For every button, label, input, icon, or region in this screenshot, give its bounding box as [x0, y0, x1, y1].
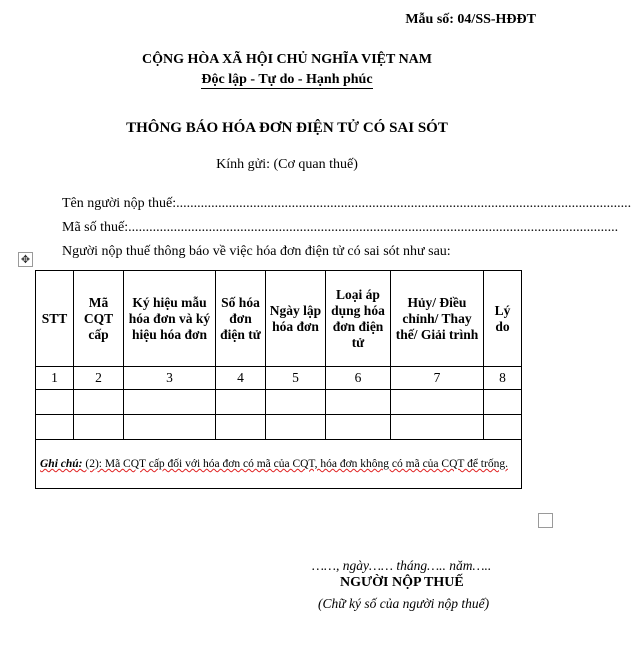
col-num-2: 2 [74, 367, 124, 390]
header-issue-date: Ngày lập hóa đơn [266, 271, 326, 367]
form-code: Mẫu số: 04/SS-HĐĐT [405, 12, 536, 27]
col-num-6: 6 [326, 367, 391, 390]
col-num-8: 8 [484, 367, 522, 390]
national-motto [0, 72, 574, 88]
col-num-1: 1 [36, 367, 74, 390]
note-label: Ghi chú: [40, 458, 83, 470]
taxpayer-name-line [62, 196, 631, 212]
table-note-row [36, 440, 522, 489]
header-reason: Lý do [484, 271, 522, 367]
table-cell[interactable] [74, 415, 124, 440]
table-cell[interactable] [74, 390, 124, 415]
table-cell[interactable] [266, 415, 326, 440]
table-cell[interactable] [124, 390, 216, 415]
error-invoice-table-container [35, 270, 522, 489]
intro-text: Người nộp thuế thông báo về việc hóa đơn điện tử có sai sót như sau: [62, 244, 451, 259]
header-invoice-symbol: Ký hiệu mẫu hóa đơn và ký hiệu hóa đơn [124, 271, 216, 367]
table-cell[interactable] [266, 390, 326, 415]
signature-note: (Chữ ký số của người nộp thuế) [318, 596, 490, 611]
table-row [36, 390, 522, 415]
header-invoice-number: Số hóa đơn điện tử [216, 271, 266, 367]
signature-date-line: ……, ngày…… tháng….. năm….. [312, 558, 492, 573]
table-cell[interactable] [326, 390, 391, 415]
header-action: Hủy/ Điều chỉnh/ Thay thế/ Giải trình [391, 271, 484, 367]
table-cell[interactable] [391, 415, 484, 440]
table-cell[interactable] [216, 415, 266, 440]
document-title: THÔNG BÁO HÓA ĐƠN ĐIỆN TỬ CÓ SAI SÓT [126, 120, 448, 136]
nation-name: CỘNG HÒA XÃ HỘI CHỦ NGHĨA VIỆT NAM [141, 52, 432, 67]
col-num-7: 7 [391, 367, 484, 390]
table-cell[interactable] [484, 390, 522, 415]
col-num-5: 5 [266, 367, 326, 390]
table-move-handle-icon[interactable]: ✥ [18, 252, 33, 267]
error-invoice-table [35, 270, 522, 489]
table-cell[interactable] [36, 390, 74, 415]
taxpayer-name-blank[interactable]: .................................................................................................................................. [176, 196, 631, 211]
table-cell[interactable] [484, 415, 522, 440]
signer-title: NGƯỜI NỘP THUẾ [340, 575, 464, 590]
table-cell[interactable] [391, 390, 484, 415]
tax-code-label: Mã số thuế: [62, 220, 129, 235]
col-num-4: 4 [216, 367, 266, 390]
table-cell[interactable] [36, 415, 74, 440]
table-row [36, 415, 522, 440]
table-cell[interactable] [124, 415, 216, 440]
header-cqt-code: Mã CQT cấp [74, 271, 124, 367]
header-invoice-type: Loại áp dụng hóa đơn điện tử [326, 271, 391, 367]
table-resize-handle-icon[interactable] [538, 513, 553, 528]
table-cell[interactable] [326, 415, 391, 440]
tax-code-line [62, 220, 619, 236]
table-header-row [36, 271, 522, 367]
header-stt: STT [36, 271, 74, 367]
note-text: (2): Mã CQT cấp đối với hóa đơn có mã của CQT, hóa đơn không có mã của CQT để trống. [82, 458, 508, 470]
table-cell[interactable] [216, 390, 266, 415]
national-motto-text: Độc lập - Tự do - Hạnh phúc [201, 72, 373, 87]
col-num-3: 3 [124, 367, 216, 390]
tax-code-blank[interactable]: ............................................................................................................................................ [128, 220, 619, 235]
taxpayer-name-label: Tên người nộp thuế: [62, 196, 177, 211]
column-number-row [36, 367, 522, 390]
table-note-cell [36, 440, 522, 489]
recipient-line: Kính gửi: (Cơ quan thuế) [216, 157, 358, 172]
